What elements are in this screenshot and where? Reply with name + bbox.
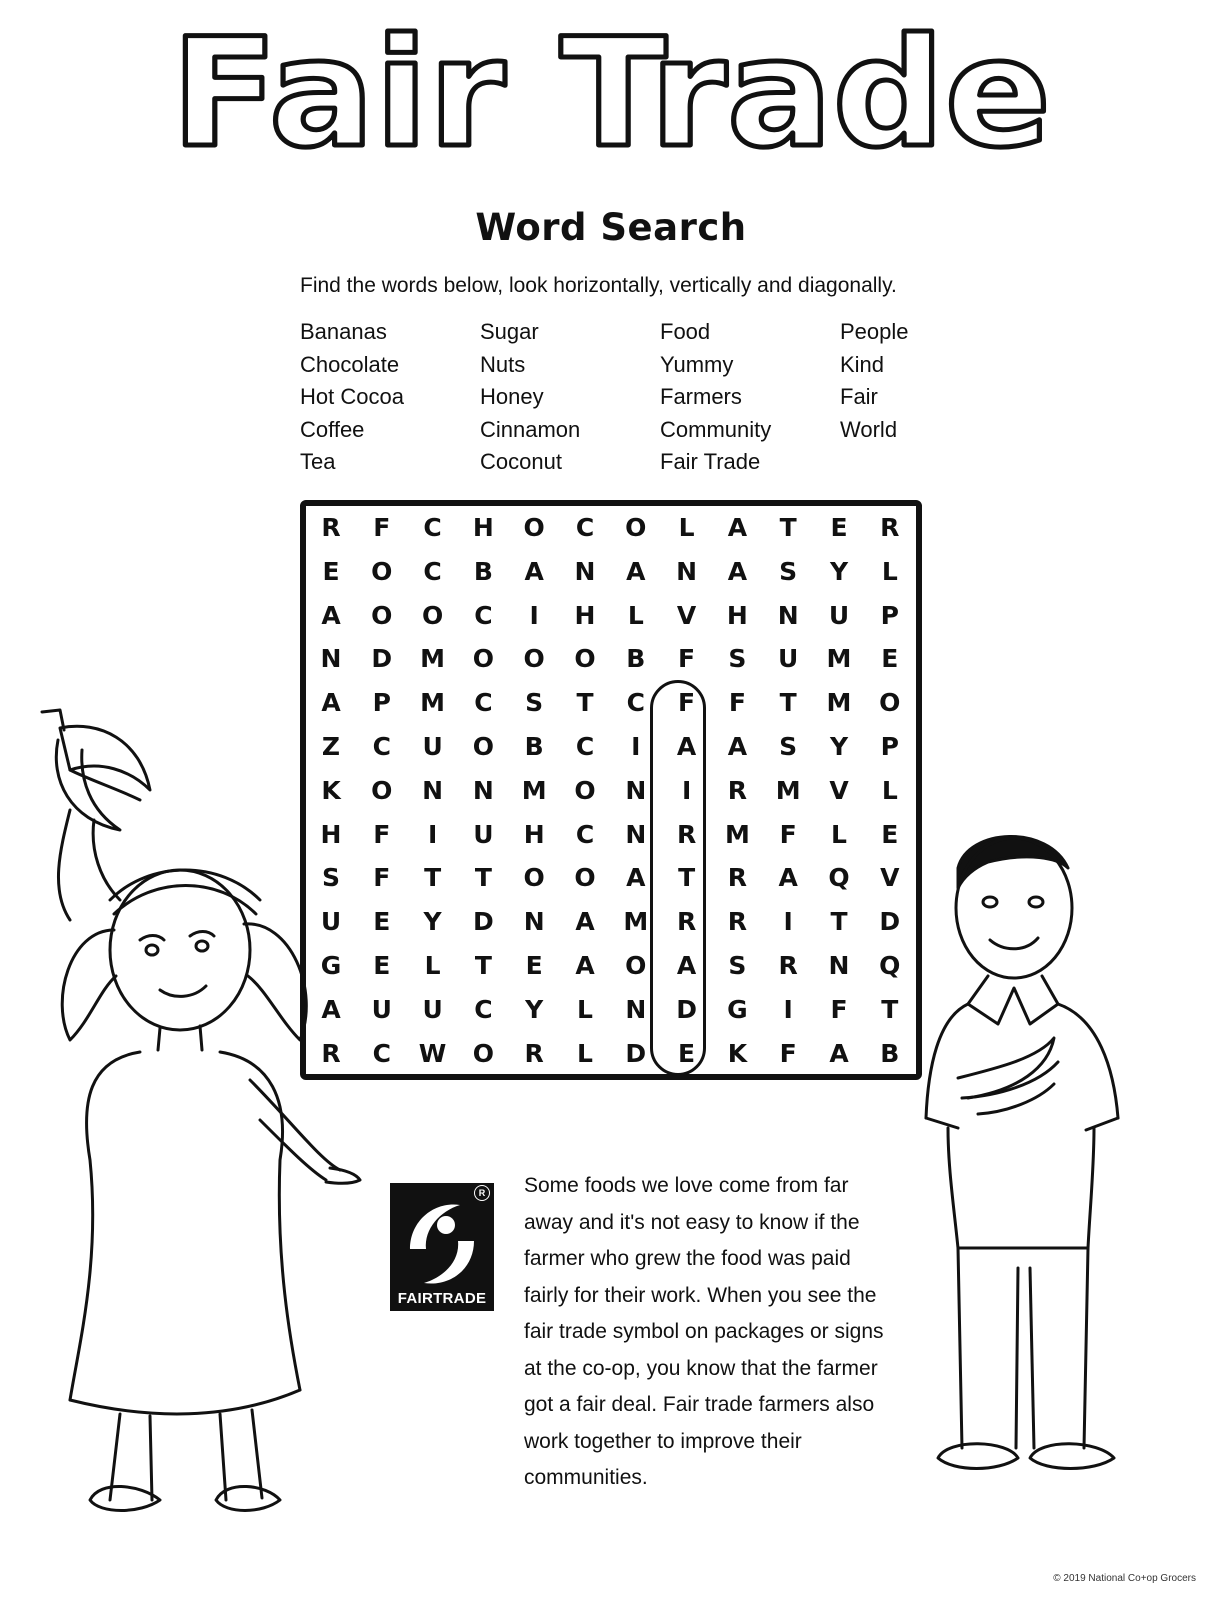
grid-letter: E [322,556,340,586]
grid-letter: H [472,513,494,542]
grid-letter: N [676,556,698,586]
grid-letter: A [575,907,595,937]
grid-letter: O [421,600,444,630]
grid-letter: V [880,863,900,893]
grid-letter: I [631,732,641,761]
word-list-item: Sugar [480,319,539,344]
grid-letter: M [623,907,649,937]
word-column [660,316,840,479]
grid-letter: R [321,513,341,542]
grid-letter: L [627,600,644,630]
grid-letter: R [524,1038,544,1068]
found-word-circle [650,680,706,1076]
grid-letter: D [473,907,494,937]
paragraph-line: away and it's not easy to know if the [524,1210,860,1234]
page-title [0,0,1222,180]
grid-letter: A [321,688,341,718]
grid-letter: T [830,907,848,937]
word-list-item: Chocolate [300,351,400,377]
registered-mark: R [474,1185,490,1201]
grid-letter: N [523,907,545,937]
grid-letter: K [727,1038,748,1068]
grid-letter: G [727,994,748,1024]
word-list-item: Coffee [300,416,365,442]
grid-letter: V [829,775,849,805]
subtitle: Word Search [475,206,747,249]
grid-letter: F [779,819,797,849]
grid-letter: U [778,644,799,674]
grid-letter: A [727,513,748,542]
logo-label: FAIRTRADE [397,1290,487,1307]
grid-letter: A [321,600,341,630]
grid-letter: M [521,775,547,805]
word-list-item: Honey [480,384,544,409]
grid-letter: A [727,732,748,761]
word-list-item: Bananas [300,319,387,344]
grid-letter: S [728,644,747,674]
grid-letter: M [420,688,446,718]
word-list-item: Fair Trade [660,449,761,474]
grid-letter: S [321,863,340,893]
grid-letter: C [474,994,493,1024]
grid-letter: T [474,951,492,980]
grid-letter: B [880,1038,900,1068]
grid-letter: N [625,819,647,849]
grid-letter: P [880,600,899,630]
grid-letter: P [880,732,899,761]
grid-letter: F [373,513,391,542]
grid-letter: O [625,513,647,542]
grid-letter: A [676,951,697,980]
paragraph-line: fair trade symbol on packages or signs [524,1320,884,1343]
grid-letter: N [625,994,647,1024]
fairtrade-logo [390,1183,494,1311]
grid-letter: E [525,951,543,980]
grid-letter: V [676,600,697,630]
grid-letter: R [676,907,697,937]
word-list-item: Farmers [660,384,742,409]
grid-letter: S [779,732,798,761]
grid-letter: L [831,819,847,849]
word-list-item: World [840,416,898,442]
grid-letter: I [529,600,539,630]
word-search-grid [305,505,915,1075]
grid-letter: M [724,819,750,849]
grid-letter: M [775,775,801,805]
grid-letter: C [575,513,595,542]
word-list-item: Cinnamon [480,416,581,442]
grid-letter: D [879,907,901,937]
grid-letter: S [525,688,544,718]
grid-letter: C [626,688,645,718]
grid-letter: U [473,819,494,849]
grid-letter: O [574,863,596,893]
word-list-item: Food [660,319,711,344]
grid-letter: C [372,732,391,761]
grid-letter: A [829,1038,849,1068]
paragraph-line: farmer who grew the food was paid [524,1247,851,1270]
copyright-notice: © 2019 National Co+op Grocers [1053,1573,1196,1584]
grid-letter: O [879,688,901,718]
grid-letter: R [727,775,748,805]
grid-letter: A [626,556,646,586]
grid-letter: O [574,644,596,674]
grid-letter: P [372,688,391,718]
grid-letter: O [472,1038,495,1068]
grid-letter: U [371,994,392,1024]
grid-letter: T [474,863,492,893]
grid-letter: R [321,1038,341,1068]
grid-letter: O [523,644,545,674]
grid-letter: F [373,819,391,849]
grid-letter: L [881,775,898,805]
grid-letter: S [779,556,798,586]
grid-letter: H [523,819,545,849]
grid-letter: Q [879,951,901,980]
instructions: Find the words below, look horizontally, vertically and diagonally. [300,274,897,297]
grid-letter: O [472,732,495,761]
grid-letter: A [575,951,595,980]
word-list-item: Yummy [660,351,734,377]
grid-letter: M [826,644,852,674]
paragraph-line: fairly for their work. When you see the [524,1283,877,1307]
grid-letter: A [676,732,697,761]
grid-letter: B [524,732,544,761]
grid-letter: C [423,556,442,586]
paragraph-line: communities. [524,1466,648,1489]
grid-letter: T [576,688,594,718]
grid-letter: N [320,644,342,674]
grid-letter: I [783,907,793,937]
grid-letter: N [625,775,647,805]
grid-letter: N [574,556,596,586]
grid-letter: H [320,819,342,849]
word-column [840,316,1020,446]
paragraph-line: at the co-op, you know that the farmer [524,1356,878,1380]
grid-letter: O [523,513,545,542]
grid-letter: O [523,863,545,893]
grid-letter: B [473,556,493,586]
grid-letter: T [424,863,442,893]
paragraph-line: Some foods we love come from far [524,1174,849,1197]
grid-letter: W [418,1038,447,1068]
title-text: Fair Trade [171,7,1051,180]
grid-letter: S [728,951,747,980]
grid-letter: T [678,863,696,893]
word-list-item: People [840,319,909,344]
grid-letter: A [727,556,748,586]
grid-letter: U [422,994,443,1024]
grid-letter: I [681,775,692,805]
grid-letter: U [828,600,850,630]
grid-letter: C [423,513,442,542]
grid-letter: Y [525,994,544,1024]
word-column [300,316,480,479]
word-list-item: Tea [300,449,336,474]
grid-letter: N [828,951,850,980]
grid-letter: F [678,688,696,718]
grid-letter: T [779,513,797,542]
grid-letter: T [881,994,899,1024]
grid-letter: E [830,513,848,542]
word-list-item: Coconut [480,449,562,474]
grid-letter: O [472,644,495,674]
grid-letter: F [678,644,696,674]
grid-letter: M [420,644,446,674]
grid-letter: O [371,600,393,630]
grid-letter: T [779,688,797,718]
grid-letter: E [373,907,391,937]
word-list-item: Fair [840,384,878,409]
grid-letter: K [321,775,341,805]
grid-letter: R [676,819,697,849]
grid-letter: Y [423,907,442,937]
grid-letter: U [320,907,342,937]
grid-letter: C [575,819,595,849]
grid-letter: A [626,863,646,893]
grid-letter: L [424,951,441,980]
grid-letter: L [577,994,593,1024]
grid-letter: N [422,775,444,805]
grid-letter: L [678,513,695,542]
word-list-item: Hot Cocoa [300,384,404,409]
grid-letter: N [472,775,494,805]
grid-letter: D [371,644,393,674]
grid-letter: E [881,819,899,849]
grid-letter: U [422,732,443,761]
grid-letter: Z [321,732,341,761]
grid-letter: D [625,1038,647,1068]
grid-letter: O [371,556,393,586]
girl-with-bananas-illustration [30,700,370,1520]
grid-letter: Q [828,863,850,893]
paragraph-line: work together to improve their [524,1429,802,1453]
grid-letter: F [373,863,391,893]
grid-letter: N [777,600,799,630]
boy-with-bananas-illustration [918,828,1138,1508]
grid-letter: G [320,951,342,980]
grid-letter: C [575,732,595,761]
grid-letter: O [371,775,393,805]
grid-letter: Y [829,732,849,761]
grid-letter: A [524,556,544,586]
grid-letter: B [626,644,646,674]
grid-letter: M [826,688,852,718]
grid-letter: C [474,688,493,718]
grid-letter: R [727,907,748,937]
grid-letter: D [676,994,697,1024]
grid-letter: Y [829,556,849,586]
word-list-item: Nuts [480,351,526,377]
grid-letter: I [427,819,438,849]
grid-letter: E [678,1038,696,1068]
info-paragraph [524,1168,924,1497]
grid-letter: F [779,1038,797,1068]
grid-letter: I [783,994,793,1024]
word-list-item: Kind [840,351,885,377]
grid-letter: E [373,951,391,980]
grid-letter: L [577,1038,593,1068]
grid-letter: E [881,644,899,674]
grid-letter: F [728,688,746,718]
paragraph-line: got a fair deal. Fair trade farmers also [524,1393,875,1416]
grid-letter: L [881,556,898,586]
grid-letter: R [778,951,798,980]
grid-letter: C [372,1038,391,1068]
grid-letter: O [625,951,647,980]
grid-letter: C [474,600,493,630]
word-column [480,316,660,479]
grid-letter: O [574,775,596,805]
grid-letter: H [726,600,748,630]
grid-letter: A [321,994,341,1024]
word-list-item: Community [660,416,772,442]
grid-letter: F [830,994,848,1024]
grid-letter: R [880,513,900,542]
grid-letter: A [778,863,798,893]
grid-letter: R [727,863,748,893]
word-list [300,316,960,486]
grid-letter: H [574,600,596,630]
